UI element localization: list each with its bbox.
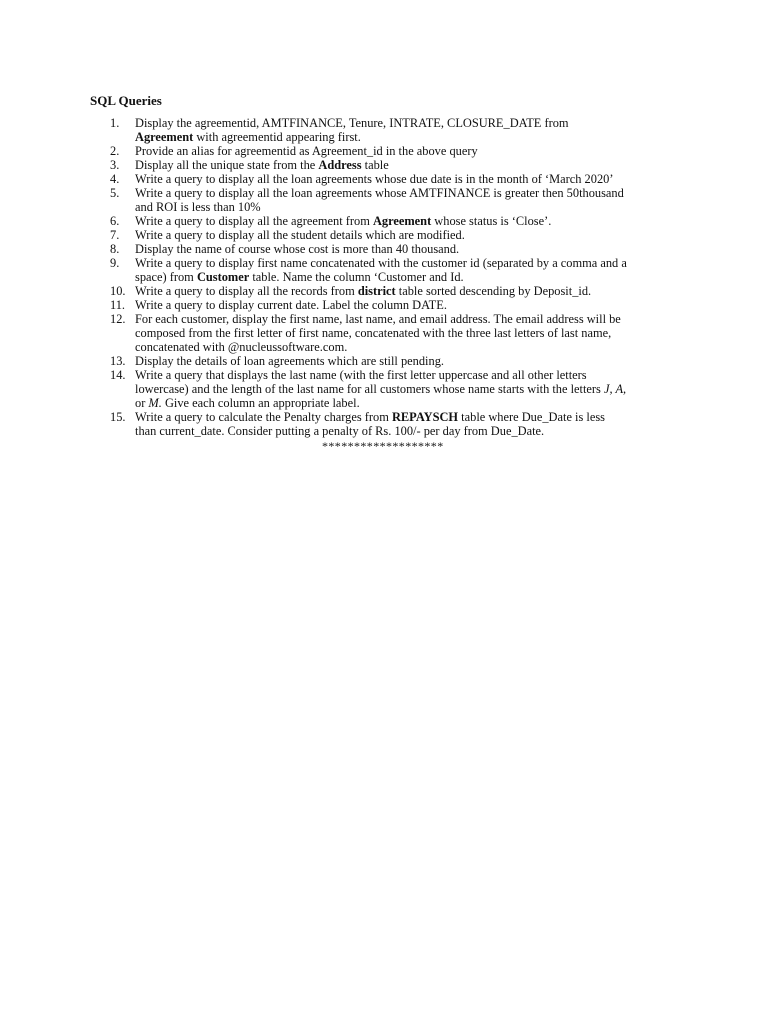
item-text: table sorted descending by Deposit_id. — [395, 284, 592, 298]
item-line — [135, 256, 690, 270]
item-number: 4. — [110, 172, 120, 186]
item-line — [135, 200, 690, 214]
item-text: space) from — [135, 270, 197, 284]
italic-text: J, A, — [603, 382, 627, 396]
query-list — [90, 116, 690, 438]
item-text: with agreementid appearing first. — [193, 130, 361, 144]
item-number: 11. — [110, 298, 126, 312]
list-item — [90, 228, 690, 242]
list-item — [90, 186, 690, 214]
item-line — [135, 340, 690, 354]
bold-text: Customer — [196, 270, 250, 284]
item-line — [135, 326, 690, 340]
item-number: 6. — [110, 214, 120, 228]
item-text: composed from the first letter of first name, concatenated with the three last letters of last name, — [135, 326, 612, 340]
item-text: or — [135, 396, 149, 410]
item-text: table. Name the column ‘Customer and Id. — [249, 270, 464, 284]
italic-text: M. — [148, 396, 162, 410]
item-line — [135, 130, 690, 144]
item-text: For each customer, display the first name, last name, and email address. The email address will be — [135, 312, 621, 326]
item-line — [135, 312, 690, 326]
item-text: Give each column an appropriate label. — [161, 396, 360, 410]
item-line — [135, 284, 690, 298]
item-text: table — [361, 158, 389, 172]
page-title: SQL Queries — [90, 93, 162, 108]
item-number: 2. — [110, 144, 120, 158]
list-item — [90, 284, 690, 298]
bold-text: Agreement — [135, 130, 194, 144]
item-text: lowercase) and the length of the last name for all customers whose name starts with the letters — [135, 382, 604, 396]
separator-stars: ******************* — [322, 439, 444, 453]
item-line — [135, 144, 690, 158]
list-item — [90, 144, 690, 158]
item-number: 13. — [110, 354, 126, 368]
item-line — [135, 298, 690, 312]
item-number: 1. — [110, 116, 120, 130]
item-text: and ROI is less than 10% — [135, 200, 261, 214]
item-line — [135, 368, 690, 382]
item-line — [135, 116, 690, 130]
item-line — [135, 186, 690, 200]
item-text: Write a query to calculate the Penalty charges from — [135, 410, 392, 424]
list-item — [90, 368, 690, 410]
list-item — [90, 312, 690, 354]
list-item — [90, 214, 690, 228]
item-number: 5. — [110, 186, 120, 200]
item-number: 8. — [110, 242, 120, 256]
item-number: 15. — [110, 410, 126, 424]
list-item — [90, 242, 690, 256]
list-item — [90, 116, 690, 144]
item-text: Write a query to display current date. Label the column DATE. — [135, 298, 447, 312]
item-line — [135, 214, 690, 228]
item-number: 9. — [110, 256, 120, 270]
item-text: Write a query to display first name concatenated with the customer id (separated by a comma and a — [135, 256, 627, 270]
item-text: whose status is ‘Close’. — [431, 214, 552, 228]
item-line — [135, 410, 690, 424]
item-line — [135, 270, 690, 284]
item-number: 3. — [110, 158, 120, 172]
item-line — [135, 158, 690, 172]
item-line — [135, 424, 690, 438]
item-text: Display the agreementid, AMTFINANCE, Tenure, INTRATE, CLOSURE_DATE from — [135, 116, 569, 130]
list-item — [90, 172, 690, 186]
item-line — [135, 242, 690, 256]
item-line — [135, 172, 690, 186]
item-line — [135, 354, 690, 368]
item-number: 14. — [110, 368, 126, 382]
item-line — [135, 228, 690, 242]
item-text: Write a query to display all the student details which are modified. — [135, 228, 465, 242]
item-text: Write a query to display all the records from — [135, 284, 358, 298]
item-line — [135, 382, 690, 396]
item-text: Display the name of course whose cost is more than 40 thousand. — [135, 242, 460, 256]
item-number: 10. — [110, 284, 126, 298]
item-text: Provide an alias for agreementid as Agreement_id in the above query — [135, 144, 478, 158]
list-item — [90, 410, 690, 438]
list-item — [90, 354, 690, 368]
item-text: concatenated with @nucleussoftware.com. — [135, 340, 348, 354]
item-text: Display the details of loan agreements which are still pending. — [135, 354, 444, 368]
item-text: than current_date. Consider putting a penalty of Rs. 100/- per day from Due_Date. — [135, 424, 545, 438]
item-text: Write a query to display all the loan agreements whose due date is in the month of ‘March 2020’ — [135, 172, 614, 186]
bold-text: district — [357, 284, 396, 298]
item-line — [135, 396, 690, 410]
list-item — [90, 158, 690, 172]
item-text: table where Due_Date is less — [458, 410, 605, 424]
list-item — [90, 256, 690, 284]
bold-text: REPAYSCH — [391, 410, 459, 424]
item-text: Write a query to display all the loan agreements whose AMTFINANCE is greater then 50thousand — [135, 186, 624, 200]
bold-text: Address — [318, 158, 362, 172]
item-text: Display all the unique state from the — [135, 158, 319, 172]
item-number: 7. — [110, 228, 120, 242]
item-text: Write a query to display all the agreement from — [135, 214, 373, 228]
bold-text: Agreement — [372, 214, 432, 228]
item-number: 12. — [110, 312, 126, 326]
item-text: Write a query that displays the last name (with the first letter uppercase and all other letters — [135, 368, 587, 382]
list-item — [90, 298, 690, 312]
